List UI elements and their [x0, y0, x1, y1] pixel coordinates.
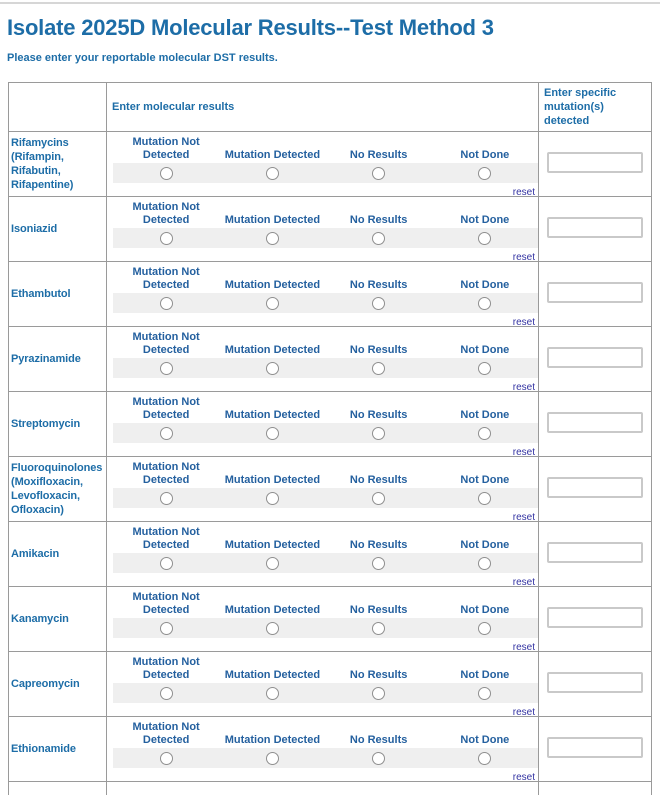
- option-label: Mutation Detected: [224, 214, 321, 226]
- option-label: Mutation Not Detected: [132, 656, 200, 681]
- radio-cell: [326, 687, 432, 700]
- partial-row: [9, 781, 651, 795]
- radio-mutation-detected[interactable]: [266, 232, 279, 245]
- radio-mutation-not-detected[interactable]: [160, 492, 173, 505]
- option-label: No Results: [349, 539, 408, 551]
- radio-not-done[interactable]: [478, 427, 491, 440]
- partial-drug-cell: [9, 782, 107, 795]
- reset-row: [107, 185, 538, 196]
- radio-cell: [219, 752, 325, 765]
- radio-cell: [219, 297, 325, 310]
- option-label: Not Done: [460, 344, 510, 356]
- radio-strip: [113, 618, 538, 638]
- radio-no-results[interactable]: [372, 297, 385, 310]
- results-cell: [107, 522, 539, 586]
- results-cell: [107, 197, 539, 261]
- radio-no-results[interactable]: [372, 687, 385, 700]
- option-label: No Results: [349, 279, 408, 291]
- option-label: No Results: [349, 734, 408, 746]
- radio-cell: [432, 492, 538, 505]
- mutation-cell: [539, 457, 651, 521]
- drug-name: Rifamycins (Rifampin, Rifabutin, Rifapentine): [9, 132, 107, 196]
- radio-strip: [113, 553, 538, 573]
- header-enter-specific-mutations: Enter specific mutation(s) detected: [544, 87, 617, 127]
- radio-cell: [113, 362, 219, 375]
- radio-strip: [113, 748, 538, 768]
- results-cell: [107, 327, 539, 391]
- radio-cell: [113, 622, 219, 635]
- reset-row: [107, 250, 538, 261]
- radio-no-results[interactable]: [372, 492, 385, 505]
- radio-no-results[interactable]: [372, 557, 385, 570]
- reset-row: [107, 380, 538, 391]
- radio-no-results[interactable]: [372, 752, 385, 765]
- option-label: Mutation Detected: [224, 279, 321, 291]
- radio-cell: [219, 557, 325, 570]
- reset-row: [107, 445, 538, 456]
- mutation-input[interactable]: [547, 152, 643, 173]
- option-labels: [113, 136, 538, 162]
- option-labels: [113, 656, 538, 682]
- radio-not-done[interactable]: [478, 297, 491, 310]
- radio-no-results[interactable]: [372, 622, 385, 635]
- radio-cell: [432, 752, 538, 765]
- option-label: Mutation Not Detected: [132, 721, 200, 746]
- radio-not-done[interactable]: [478, 622, 491, 635]
- radio-cell: [326, 297, 432, 310]
- option-labels: [113, 526, 538, 552]
- results-cell: [107, 262, 539, 326]
- instructions-text: Please enter your reportable molecular DST results.: [7, 52, 278, 64]
- radio-cell: [113, 492, 219, 505]
- reset-row: [107, 705, 538, 716]
- radio-cell: [113, 167, 219, 180]
- radio-not-done[interactable]: [478, 362, 491, 375]
- option-label: No Results: [349, 344, 408, 356]
- option-labels: [113, 266, 538, 292]
- option-labels: [113, 201, 538, 227]
- drug-row: [9, 326, 651, 391]
- radio-mutation-not-detected[interactable]: [160, 622, 173, 635]
- mutation-cell: [539, 652, 651, 716]
- drug-row: [9, 651, 651, 716]
- mutation-cell: [539, 717, 651, 781]
- radio-cell: [432, 297, 538, 310]
- option-label: Mutation Not Detected: [132, 396, 200, 421]
- radio-cell: [326, 232, 432, 245]
- mutation-cell: [539, 262, 651, 326]
- option-label: Mutation Not Detected: [132, 136, 200, 161]
- reset-link[interactable]: reset: [512, 772, 535, 781]
- radio-cell: [326, 362, 432, 375]
- radio-cell: [326, 167, 432, 180]
- radio-mutation-detected[interactable]: [266, 557, 279, 570]
- option-label: Mutation Not Detected: [132, 201, 200, 226]
- option-label: No Results: [349, 474, 408, 486]
- radio-no-results[interactable]: [372, 232, 385, 245]
- radio-mutation-not-detected[interactable]: [160, 687, 173, 700]
- option-label: Not Done: [460, 279, 510, 291]
- radio-mutation-detected[interactable]: [266, 362, 279, 375]
- header-enter-molecular-results-label: Enter molecular results: [112, 101, 235, 113]
- radio-mutation-not-detected[interactable]: [160, 752, 173, 765]
- drug-name: Amikacin: [9, 522, 107, 586]
- drug-row: [9, 456, 651, 521]
- option-label: No Results: [349, 409, 408, 421]
- option-labels: [113, 461, 538, 487]
- reset-row: [107, 575, 538, 586]
- radio-cell: [326, 557, 432, 570]
- radio-not-done[interactable]: [478, 687, 491, 700]
- radio-cell: [219, 167, 325, 180]
- drug-row: [9, 261, 651, 326]
- page-title: Isolate 2025D Molecular Results--Test Method 3: [7, 15, 494, 40]
- radio-not-done[interactable]: [478, 557, 491, 570]
- radio-strip: [113, 163, 538, 183]
- radio-no-results[interactable]: [372, 427, 385, 440]
- radio-strip: [113, 488, 538, 508]
- radio-cell: [326, 622, 432, 635]
- radio-cell: [326, 427, 432, 440]
- drug-name: Ethionamide: [9, 717, 107, 781]
- results-cell: [107, 587, 539, 651]
- drug-row: [9, 716, 651, 781]
- radio-cell: [432, 622, 538, 635]
- reset-link[interactable]: reset: [512, 642, 535, 651]
- option-label: Mutation Detected: [224, 409, 321, 421]
- option-label: No Results: [349, 149, 408, 161]
- option-label: Mutation Detected: [224, 604, 321, 616]
- mutation-input[interactable]: [547, 282, 643, 303]
- radio-cell: [113, 297, 219, 310]
- option-labels: [113, 396, 538, 422]
- radio-cell: [113, 427, 219, 440]
- reset-link[interactable]: reset: [512, 512, 535, 521]
- reset-link[interactable]: reset: [512, 447, 535, 456]
- option-label: Mutation Detected: [224, 539, 321, 551]
- reset-row: [107, 510, 538, 521]
- mutation-input[interactable]: [547, 542, 643, 563]
- option-label: No Results: [349, 669, 408, 681]
- radio-strip: [113, 423, 538, 443]
- option-label: No Results: [349, 604, 408, 616]
- radio-not-done[interactable]: [478, 232, 491, 245]
- option-label: Mutation Not Detected: [132, 461, 200, 486]
- radio-no-results[interactable]: [372, 167, 385, 180]
- drug-row: [9, 196, 651, 261]
- option-labels: [113, 331, 538, 357]
- mutation-input[interactable]: [547, 347, 643, 368]
- drug-name: Fluoroquinolones (Moxifloxacin, Levofloxacin, Ofloxacin): [9, 457, 107, 521]
- option-label: Not Done: [460, 734, 510, 746]
- reset-link[interactable]: reset: [512, 187, 535, 196]
- radio-cell: [432, 167, 538, 180]
- option-label: Mutation Detected: [224, 734, 321, 746]
- radio-mutation-not-detected[interactable]: [160, 557, 173, 570]
- radio-mutation-detected[interactable]: [266, 622, 279, 635]
- option-label: Not Done: [460, 604, 510, 616]
- results-cell: [107, 457, 539, 521]
- radio-cell: [113, 752, 219, 765]
- reset-row: [107, 640, 538, 651]
- radio-cell: [113, 232, 219, 245]
- option-label: Not Done: [460, 474, 510, 486]
- mutation-cell: [539, 392, 651, 456]
- option-label: Mutation Not Detected: [132, 591, 200, 616]
- option-label: Not Done: [460, 214, 510, 226]
- reset-link[interactable]: reset: [512, 577, 535, 586]
- radio-cell: [219, 362, 325, 375]
- reset-row: [107, 315, 538, 326]
- option-label: Not Done: [460, 539, 510, 551]
- reset-link[interactable]: reset: [512, 382, 535, 391]
- option-labels: [113, 591, 538, 617]
- mutation-input[interactable]: [547, 477, 643, 498]
- radio-cell: [432, 362, 538, 375]
- mutation-cell: [539, 587, 651, 651]
- radio-cell: [113, 557, 219, 570]
- reset-link[interactable]: reset: [512, 317, 535, 326]
- mutation-cell: [539, 522, 651, 586]
- drug-name: Streptomycin: [9, 392, 107, 456]
- radio-cell: [219, 622, 325, 635]
- top-divider: [0, 2, 660, 4]
- table-header-row: [9, 83, 651, 131]
- radio-cell: [219, 492, 325, 505]
- mutation-input[interactable]: [547, 607, 643, 628]
- drug-row: [9, 131, 651, 196]
- results-cell: [107, 132, 539, 196]
- drug-name: Capreomycin: [9, 652, 107, 716]
- radio-cell: [219, 232, 325, 245]
- drug-name: Pyrazinamide: [9, 327, 107, 391]
- radio-strip: [113, 293, 538, 313]
- results-cell: [107, 717, 539, 781]
- drug-row: [9, 586, 651, 651]
- mutation-input[interactable]: [547, 217, 643, 238]
- reset-link[interactable]: reset: [512, 252, 535, 261]
- radio-mutation-not-detected[interactable]: [160, 167, 173, 180]
- option-label: Mutation Detected: [224, 149, 321, 161]
- option-label: Mutation Not Detected: [132, 526, 200, 551]
- radio-cell: [432, 687, 538, 700]
- radio-not-done[interactable]: [478, 167, 491, 180]
- radio-strip: [113, 358, 538, 378]
- option-labels: [113, 721, 538, 747]
- drug-row: [9, 521, 651, 586]
- reset-link[interactable]: reset: [512, 707, 535, 716]
- option-label: Not Done: [460, 669, 510, 681]
- drug-name: Kanamycin: [9, 587, 107, 651]
- drug-name: Isoniazid: [9, 197, 107, 261]
- radio-not-done[interactable]: [478, 492, 491, 505]
- option-label: Not Done: [460, 149, 510, 161]
- mutation-input[interactable]: [547, 412, 643, 433]
- radio-cell: [326, 752, 432, 765]
- drug-name: Ethambutol: [9, 262, 107, 326]
- radio-mutation-not-detected[interactable]: [160, 297, 173, 310]
- reset-row: [107, 770, 538, 781]
- radio-mutation-not-detected[interactable]: [160, 427, 173, 440]
- radio-cell: [219, 687, 325, 700]
- molecular-results-table: [8, 82, 652, 795]
- option-label: Mutation Detected: [224, 474, 321, 486]
- mutation-cell: [539, 327, 651, 391]
- option-label: Mutation Detected: [224, 669, 321, 681]
- radio-not-done[interactable]: [478, 752, 491, 765]
- radio-mutation-detected[interactable]: [266, 492, 279, 505]
- mutation-cell: [539, 197, 651, 261]
- radio-mutation-detected[interactable]: [266, 167, 279, 180]
- radio-cell: [432, 232, 538, 245]
- header-enter-molecular-results: [107, 83, 539, 131]
- radio-strip: [113, 228, 538, 248]
- mutation-cell: [539, 132, 651, 196]
- mutation-input[interactable]: [547, 737, 643, 758]
- radio-mutation-detected[interactable]: [266, 427, 279, 440]
- radio-mutation-detected[interactable]: [266, 297, 279, 310]
- radio-mutation-not-detected[interactable]: [160, 362, 173, 375]
- mutation-input[interactable]: [547, 672, 643, 693]
- radio-cell: [326, 492, 432, 505]
- radio-strip: [113, 683, 538, 703]
- radio-mutation-not-detected[interactable]: [160, 232, 173, 245]
- drug-row: [9, 391, 651, 456]
- option-label: Not Done: [460, 409, 510, 421]
- results-cell: [107, 652, 539, 716]
- radio-mutation-detected[interactable]: [266, 687, 279, 700]
- option-label: Mutation Detected: [224, 344, 321, 356]
- radio-no-results[interactable]: [372, 362, 385, 375]
- radio-cell: [113, 687, 219, 700]
- partial-results-cell: [107, 782, 539, 795]
- partial-mutation-cell: [539, 782, 651, 795]
- radio-cell: [432, 557, 538, 570]
- option-label: Mutation Not Detected: [132, 331, 200, 356]
- radio-mutation-detected[interactable]: [266, 752, 279, 765]
- table-body: [9, 131, 651, 781]
- results-cell: [107, 392, 539, 456]
- header-drug-column: [9, 83, 107, 131]
- option-label: No Results: [349, 214, 408, 226]
- option-label: Mutation Not Detected: [132, 266, 200, 291]
- radio-cell: [432, 427, 538, 440]
- radio-cell: [219, 427, 325, 440]
